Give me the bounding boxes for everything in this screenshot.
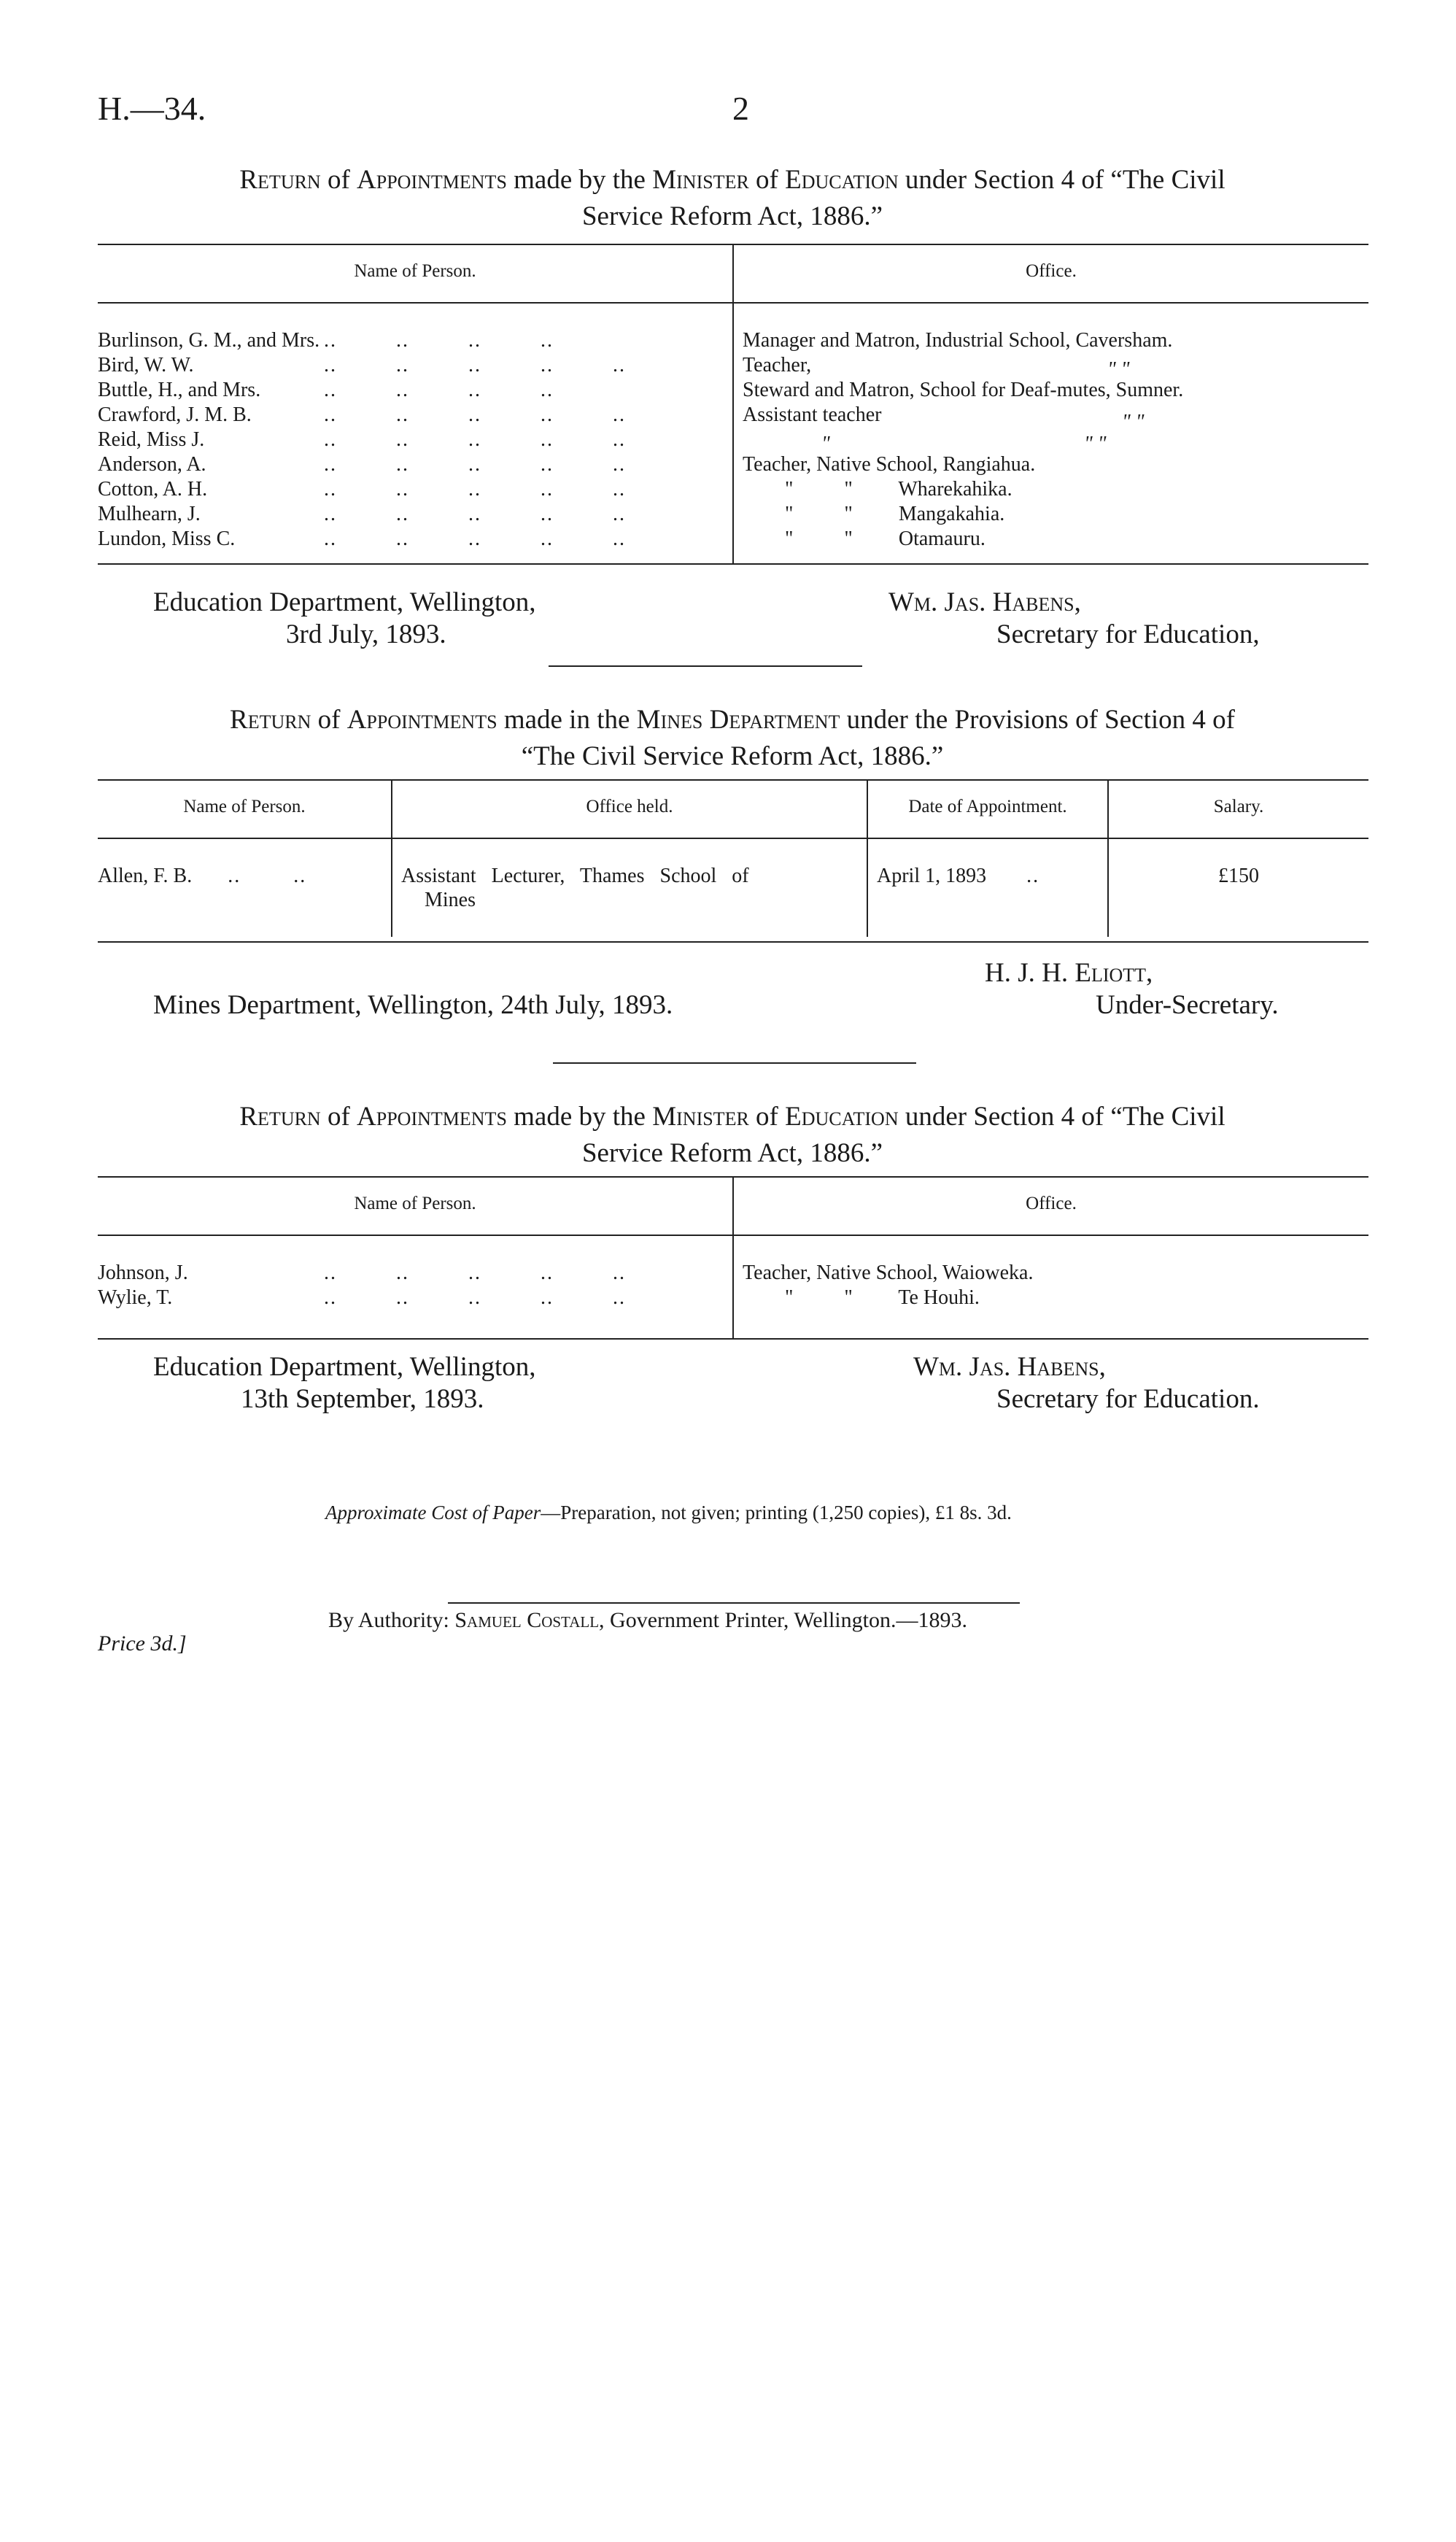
authority-prefix: By Authority: bbox=[328, 1608, 449, 1632]
table1-header-office: Office. bbox=[1026, 261, 1077, 281]
person-name: Buttle, H., and Mrs. bbox=[98, 379, 261, 401]
section-divider bbox=[553, 1062, 916, 1064]
office-cell: " bbox=[821, 433, 830, 455]
person-name: Burlinson, G. M., and Mrs. bbox=[98, 329, 320, 352]
table3-header-name: Name of Person. bbox=[354, 1194, 476, 1213]
table1-header-rule bbox=[98, 302, 1368, 304]
section1-signer: Wm. Jas. Habens, bbox=[888, 587, 1081, 617]
page-number: 2 bbox=[732, 90, 749, 127]
title-word: Minister bbox=[652, 165, 749, 195]
person-name: Wylie, T. bbox=[98, 1286, 173, 1309]
authority-line bbox=[328, 1608, 967, 1633]
title-word: Mines Department bbox=[636, 705, 840, 735]
title-word: Return bbox=[230, 705, 311, 735]
office-cell: Steward and Matron, School for Deaf-mutes, Sumner. bbox=[743, 379, 1184, 401]
section1-signer-title: Secretary for Education, bbox=[996, 619, 1260, 649]
section3-signer-title: Secretary for Education. bbox=[996, 1384, 1260, 1414]
section3-title bbox=[98, 1099, 1367, 1172]
office-cell: Assistant teacher bbox=[743, 403, 882, 426]
table-row bbox=[98, 403, 252, 427]
printer-name: Samuel Costall bbox=[454, 1608, 600, 1632]
table1-header-name: Name of Person. bbox=[354, 261, 476, 281]
office-cell-line2: Mines bbox=[425, 889, 476, 911]
office-cell: Assistant Lecturer, Thames School of bbox=[401, 865, 749, 887]
leader-dots: .. .. .. .. .. .. .. .. .. .. bbox=[324, 1262, 626, 1309]
section3-signer: Wm. Jas. Habens, bbox=[913, 1352, 1106, 1382]
title-word: Appointments bbox=[346, 705, 497, 735]
ditto-mark: " " bbox=[1084, 433, 1107, 455]
person-name: Allen, F. B. bbox=[98, 865, 193, 887]
title-word: of bbox=[317, 705, 341, 735]
office-cell: Teacher, bbox=[743, 354, 812, 376]
leader-dots: .. bbox=[1026, 865, 1040, 887]
table-row bbox=[98, 527, 235, 551]
table2-header-name: Name of Person. bbox=[183, 797, 306, 816]
table-row bbox=[98, 477, 207, 501]
table-row bbox=[98, 378, 260, 402]
title-word: of bbox=[327, 1102, 350, 1132]
title-word: Appointments bbox=[357, 1102, 507, 1132]
title-line2: Service Reform Act, 1886.” bbox=[581, 1138, 883, 1168]
section1-dept: Education Department, Wellington, bbox=[153, 587, 536, 617]
table3-header-office: Office. bbox=[1026, 1194, 1077, 1213]
person-name: Bird, W. W. bbox=[98, 354, 194, 376]
appointment-date: April 1, 1893 bbox=[877, 865, 987, 887]
office-cell: " " Wharekahika. bbox=[785, 478, 1012, 501]
office-cell: " " Mangakahia. bbox=[785, 503, 1005, 525]
section1-date: 3rd July, 1893. bbox=[286, 619, 446, 649]
office-cell: " " Te Houhi. bbox=[785, 1286, 980, 1309]
person-name: Anderson, A. bbox=[98, 453, 206, 476]
section2-signer-title: Under-Secretary. bbox=[1096, 990, 1279, 1020]
section2-title bbox=[98, 702, 1367, 775]
authority-suffix: , Government Printer, Wellington.—1893. bbox=[599, 1608, 967, 1632]
leader-dots: .. .. bbox=[228, 865, 307, 887]
table-row bbox=[98, 1286, 172, 1310]
table-row bbox=[98, 502, 201, 526]
table-row bbox=[98, 353, 193, 377]
title-word: of bbox=[756, 1102, 778, 1132]
title-word: under Section 4 of “The Civil bbox=[905, 1102, 1225, 1132]
table-row bbox=[98, 328, 320, 352]
table3-header-rule bbox=[98, 1235, 1368, 1236]
person-name: Mulhearn, J. bbox=[98, 503, 201, 525]
leader-dots: .. .. .. .. .. .. .. .. .. .. .. .. .. .. .. .. .. .. .. .. .. .. .. .. .. .. .. .. .. .. .. .. .. .. .. .. .. .. .. .. .. .. .. bbox=[324, 329, 626, 550]
office-cell: " " Otamauru. bbox=[785, 528, 985, 550]
table-row bbox=[877, 864, 1039, 888]
table2-header-office: Office held. bbox=[586, 797, 673, 816]
section2-dept-date: Mines Department, Wellington, 24th July, 1893. bbox=[153, 990, 673, 1020]
document-code: H.—34. bbox=[98, 90, 206, 127]
price-note: Price 3d.] bbox=[98, 1631, 187, 1656]
ditto-mark: " " bbox=[1107, 358, 1130, 381]
table2-header-date: Date of Appointment. bbox=[908, 797, 1067, 816]
title-word: of bbox=[756, 165, 778, 195]
table-row bbox=[98, 1261, 188, 1285]
section3-dept: Education Department, Wellington, bbox=[153, 1352, 536, 1382]
office-cell: Manager and Matron, Industrial School, Caversham. bbox=[743, 329, 1173, 352]
section-divider bbox=[549, 665, 862, 667]
person-name: Cotton, A. H. bbox=[98, 478, 208, 501]
title-word: Minister bbox=[652, 1102, 749, 1132]
title-word: made by the bbox=[514, 1102, 646, 1132]
title-word: Education bbox=[785, 165, 899, 195]
office-cell: Teacher, Native School, Waioweka. bbox=[743, 1262, 1034, 1284]
title-line2: Service Reform Act, 1886.” bbox=[581, 201, 883, 231]
title-word: of bbox=[327, 165, 350, 195]
office-cell: Teacher, Native School, Rangiahua. bbox=[743, 453, 1036, 476]
table2-header-salary: Salary. bbox=[1213, 797, 1264, 816]
section1-title bbox=[98, 162, 1367, 235]
title-word: Education bbox=[785, 1102, 899, 1132]
table3-bottom-rule bbox=[98, 1338, 1368, 1340]
table-row bbox=[98, 864, 306, 888]
table2-header-rule bbox=[98, 838, 1368, 839]
person-name: Crawford, J. M. B. bbox=[98, 403, 252, 426]
person-name: Lundon, Miss C. bbox=[98, 528, 236, 550]
cost-note bbox=[325, 1502, 1012, 1524]
title-word: under Section 4 of “The Civil bbox=[905, 165, 1225, 195]
title-word: Return bbox=[239, 165, 321, 195]
table2-top-rule bbox=[98, 779, 1368, 781]
title-word: made in the bbox=[503, 705, 630, 735]
ditto-mark: " " bbox=[1122, 411, 1145, 433]
title-word: Return bbox=[239, 1102, 321, 1132]
table1-bottom-rule bbox=[98, 563, 1368, 565]
cost-label: Approximate Cost of Paper bbox=[325, 1502, 541, 1523]
title-line2: “The Civil Service Reform Act, 1886.” bbox=[521, 741, 944, 771]
table1-column-divider bbox=[732, 244, 734, 563]
person-name: Reid, Miss J. bbox=[98, 428, 205, 451]
salary-cell: £150 bbox=[1218, 865, 1259, 887]
footer-rule bbox=[448, 1602, 1020, 1604]
table-row bbox=[98, 428, 204, 452]
section3-date: 13th September, 1893. bbox=[241, 1384, 484, 1414]
title-word: Appointments bbox=[357, 165, 507, 195]
section2-signer: H. J. H. Eliott, bbox=[985, 958, 1153, 988]
table-row bbox=[98, 452, 206, 476]
cost-text: —Preparation, not given; printing (1,250 copies), £1 8s. 3d. bbox=[541, 1502, 1012, 1523]
title-word: made by the bbox=[514, 165, 646, 195]
title-word: under the Provisions of Section 4 of bbox=[846, 705, 1235, 735]
table2-bottom-rule bbox=[98, 941, 1368, 943]
person-name: Johnson, J. bbox=[98, 1262, 188, 1284]
